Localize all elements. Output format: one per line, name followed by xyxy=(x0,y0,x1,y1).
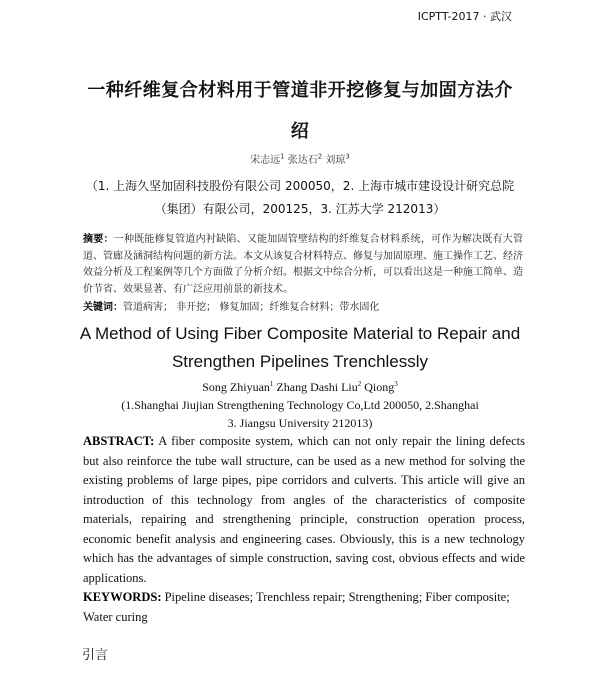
en-title-line2: Strengthen Pipelines Trenchlessly xyxy=(171,352,429,371)
en-keywords xyxy=(83,588,525,627)
en-abstract-text: A fiber composite system, which can not only repair the lining defects but also reinforce the tube wall structure, can be used as a new method for solving the existing problems of large pipes, pipe corridors and culverts. This article will give an introduction of this technology from angles of the characteristics of composite materials, repairing and strengthening principle, construction operation process, economic benefit analysis and engineering cases. Obviously, this is a new technology which has the advantages of simple construction, saving cost, obvious effects and wide applications. xyxy=(83,434,525,585)
author-sup: 1 xyxy=(280,152,285,161)
author-name: 宋志远 xyxy=(250,155,281,166)
author-sup: 1 xyxy=(269,380,274,388)
cn-abstract-label: 摘要： xyxy=(83,234,114,245)
cn-abstract xyxy=(83,232,523,298)
author-name: Zhang Dashi Liu xyxy=(276,380,358,394)
cn-affiliation-line1: （1. 上海久坚加固科技股份有限公司 200050，2. 上海市城市建设设计研究总院 xyxy=(85,179,515,193)
intro-heading: 引言 xyxy=(82,648,109,663)
author-name: Qiong xyxy=(364,380,395,394)
cn-abstract-text: 一种既能修复管道内衬缺陷、又能加固管壁结构的纤维复合材料系统，可作为解决既有大管道、管廊及涵洞结构问题的新方法。本文从该复合材料特点、修复与加固原理、施工操作工艺、经济效益分析及工程案例等几个方面做了分析介绍。根据文中综合分析，可以看出这是一种施工简单、造价节省、效果显著、有广泛应用前景的新技术。 xyxy=(83,234,524,295)
en-keywords-label: KEYWORDS: xyxy=(83,590,162,604)
author-sup: 2 xyxy=(317,152,323,161)
cn-title-line2: 绍 xyxy=(290,121,310,142)
en-keywords-text: Pipeline diseases; Trenchless repair; Strengthening; Fiber composite; Water curing xyxy=(83,590,510,624)
cn-keywords-label: 关键词： xyxy=(83,302,123,313)
en-affiliation-line2: 3. Jiangsu University 212013) xyxy=(227,416,373,430)
cn-keywords xyxy=(83,300,525,316)
en-abstract-label: ABSTRACT: xyxy=(83,434,155,448)
author-sup: 2 xyxy=(357,380,362,388)
en-abstract xyxy=(83,432,525,588)
running-header: ICPTT-2017 · 武汉 xyxy=(417,10,512,23)
author-name: 张达石 xyxy=(287,155,318,166)
author-name: Song Zhiyuan xyxy=(202,380,270,394)
author-sup: 3 xyxy=(394,380,398,388)
author-name: 刘琼 xyxy=(325,155,346,166)
en-title-line1: A Method of Using Fiber Composite Material to Repair and xyxy=(79,324,521,343)
en-authors xyxy=(0,378,600,396)
cn-keywords-text: 管道病害； 非开挖； 修复加固；纤维复合材料；带水固化 xyxy=(123,302,380,313)
cn-authors xyxy=(0,151,600,166)
cn-affiliation-line2: （集团）有限公司，200125，3. 江苏大学 212013） xyxy=(154,202,446,216)
cn-title-line1: 一种纤维复合材料用于管道非开挖修复与加固方法介 xyxy=(87,80,513,101)
body-flow xyxy=(0,232,600,665)
author-sup: 3 xyxy=(345,152,350,161)
en-affiliation-line1: (1.Shanghai Jiujian Strengthening Technology Co,Ltd 200050, 2.Shanghai xyxy=(121,398,479,412)
